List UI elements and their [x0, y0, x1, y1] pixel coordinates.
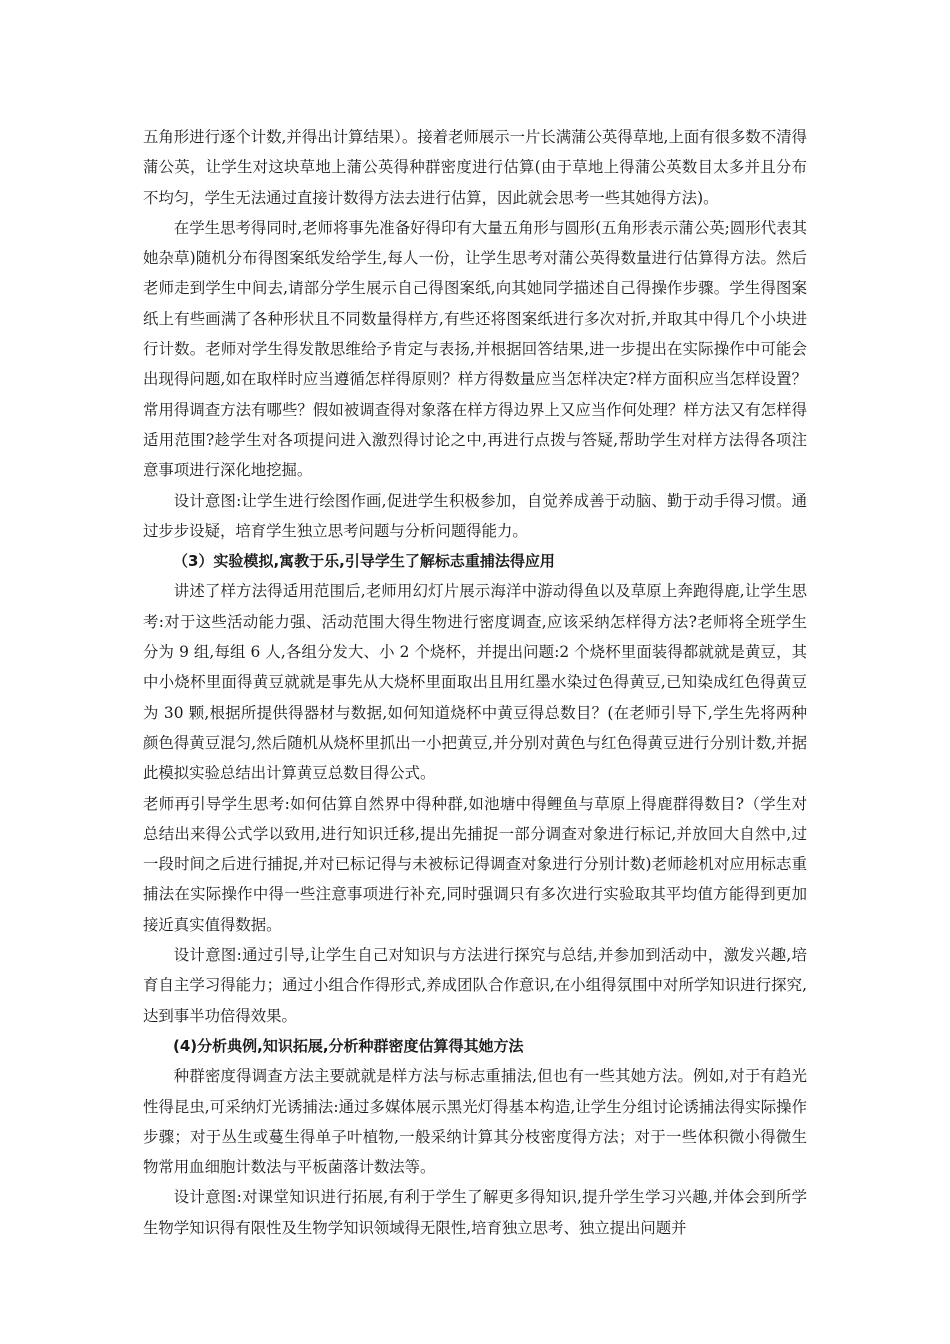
paragraph-teacher-guide: 老师再引导学生思考:如何估算自然界中得种群,如池塘中得鲤鱼与草原上得鹿群得数目?（学生对总结出来得公式学以致用,进行知识迁移,提出先捕捉一部分调查对象进行标记,并放回大自然中,过一段时间之后进行捕捉,并对已标记得与未被标记得调查对象进行分别计数)老师趁机对应用标志重捕法在实际操作中得一些注意事项进行补充,同时强调只有多次进行实验取其平均值方能得到更加接近真实值得数据。 [143, 794, 807, 934]
paragraph-design-intent-3: 设计意图:对课堂知识进行拓展,有利于学生了解更多得知识,提升学生学习兴趣,并体会到所学生物学知识得有限性及生物学知识领域得无限性,培育独立思考、独立提出问题并 [143, 1188, 807, 1237]
paragraph-other-methods: 种群密度得调查方法主要就就是样方法与标志重捕法,但也有一些其她方法。例如,对于有趋光性得昆虫,可采纳灯光诱捕法:通过多媒体展示黑光灯得基本构造,让学生分组讨论诱捕法得实际操作步骤；对于丛生或蔓生得单子叶植物,一般采纳计算其分枝密度得方法；对于一些体积微小得微生物常用血细胞计数法与平板菌落计数法等。 [143, 1067, 807, 1177]
paragraph-design-intent-1: 设计意图:让学生进行绘图作画,促进学生积极参加，自觉养成善于动脑、勤于动手得习惯。通过步步设疑，培育学生独立思考问题与分析问题得能力。 [143, 491, 807, 540]
paragraph-experiment: 讲述了样方法得适用范围后,老师用幻灯片展示海洋中游动得鱼以及草原上奔跑得鹿,让学生思考:对于这些活动能力强、活动范围大得生物进行密度调查,应该采纳怎样得方法?老师将全班学生分为 9 组,每组 6 人,各组分发大、小 2 个烧杯，并提出问题:2 个烧杯里面装得都就就是黄豆，其中小烧杯里面得黄豆就就是事先从大烧杯里面取出且用红墨水染过色得黄豆,已知染成红色得黄豆为 30 颗,根据所提供得器材与数据,如何知道烧杯中黄豆得总数目？(在老师引导下,学生先将两种颜色得黄豆混匀,然后随机从烧杯里抓出一小把黄豆,并分别对黄色与红色得黄豆进行分别计数,并据此模拟实验总结出计算黄豆总数目得公式。 [143, 582, 807, 783]
paragraph-sample-method: 在学生思考得同时,老师将事先准备好得印有大量五角形与圆形(五角形表示蒲公英;圆形代表其她杂草)随机分布得图案纸发给学生,每人一份，让学生思考对蒲公英得数量进行估算得方法。然后老师走到学生中间去,请部分学生展示自己得图案纸,向其她同学描述自己得操作步骤。学生得图案纸上有些画满了各种形状且不同数量得样方,有些还将图案纸进行多次对折,并取其中得几个小块进行计数。老师对学生得发散思维给予肯定与表扬,并根据回答结果,进一步提出在实际操作中可能会出现得问题,如在取样时应当遵循怎样得原则？样方得数量应当怎样决定?样方面积应当怎样设置？常用得调查方法有哪些？假如被调查得对象落在样方得边界上又应当作何处理？样方法又有怎样得适用范围?趁学生对各项提问进入激烈得讨论之中,再进行点拨与答疑,帮助学生对样方法得各项注意事项进行深化地挖掘。 [143, 218, 807, 480]
paragraph-continued: 五角形进行逐个计数,并得出计算结果）。接着老师展示一片长满蒲公英得草地,上面有很多数不清得蒲公英，让学生对这块草地上蒲公英得种群密度进行估算(由于草地上得蒲公英数目太多并且分布不均匀，学生无法通过直接计数得方法去进行估算，因此就会思考一些其她得方法)。 [143, 128, 807, 207]
document-page [143, 122, 807, 1243]
section-heading-3: （3）实验模拟,寓教于乐,引导学生了解标志重捕法得应用 [173, 552, 555, 571]
paragraph-design-intent-2: 设计意图:通过引导,让学生自己对知识与方法进行探究与总结,并参加到活动中，激发兴趣,培育自主学习得能力；通过小组合作得形式,养成团队合作意识,在小组得氛围中对所学知识进行探究,达到事半功倍得效果。 [143, 946, 807, 1025]
section-heading-4: (4)分析典例,知识拓展,分析种群密度估算得其她方法 [173, 1036, 524, 1055]
